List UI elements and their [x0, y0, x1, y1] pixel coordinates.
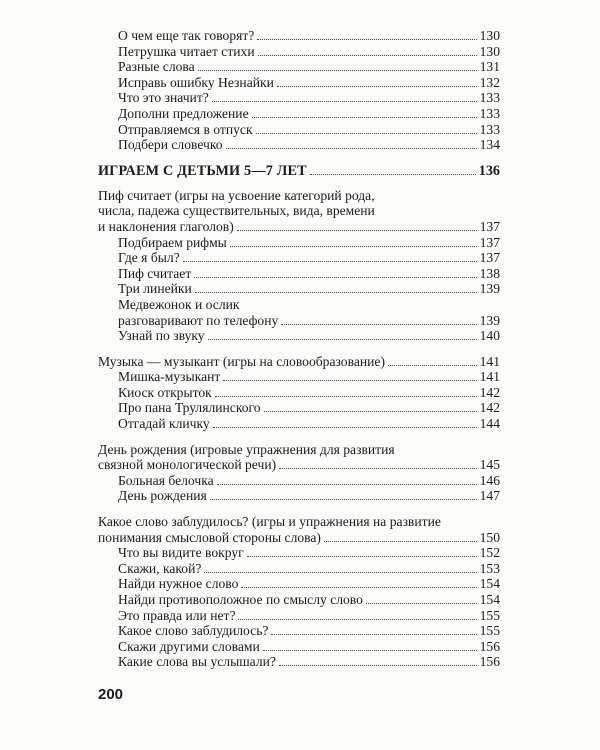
toc-entry-title: Исправь ошибку Незнайки [118, 74, 274, 90]
toc-entry-page: 154 [479, 592, 500, 607]
dot-leader [215, 396, 477, 397]
section-gap [98, 432, 500, 442]
dot-leader [281, 324, 476, 325]
toc-entry-page: 139 [479, 312, 500, 328]
toc-entry-title: Узнай по звуку [118, 328, 205, 344]
toc-entry-page: 133 [479, 121, 500, 137]
toc-entry-page: 133 [479, 90, 500, 106]
toc-entry [98, 416, 500, 432]
section-gap [98, 180, 500, 188]
toc-entry [98, 90, 500, 106]
toc-entry-page: 138 [479, 265, 500, 281]
section-gap [98, 153, 500, 163]
dot-leader [183, 261, 477, 262]
toc-entry-title: Про пана Трулялинского [118, 400, 261, 416]
toc-entry-page: 142 [479, 400, 500, 416]
toc-entry-page: 142 [479, 384, 500, 400]
toc-entry-title: Скажи другими словами [118, 638, 260, 654]
dot-leader [258, 55, 477, 56]
toc-entry-page: 137 [479, 250, 500, 266]
toc-entry [98, 328, 500, 344]
dot-leader [195, 292, 477, 293]
toc-entry [98, 250, 500, 266]
toc-entry-page: 139 [479, 281, 500, 297]
dot-leader [277, 86, 477, 87]
dot-leader [324, 541, 477, 542]
toc-entry-title: Где я был? [118, 250, 180, 266]
dot-leader [226, 148, 477, 149]
toc-entry-page: 137 [479, 218, 500, 234]
toc-title-line: Пиф считает (игры на усвоение категорий рода, [98, 187, 375, 203]
toc-entry-page: 155 [479, 607, 500, 623]
toc-title-line: Какое слово заблудилось? (игры и упражнения на развитие [98, 514, 441, 530]
toc-entry-title: Отгадай кличку [118, 416, 210, 432]
section-gap [98, 504, 500, 514]
toc-entry-page: 137 [479, 234, 500, 250]
dot-leader [208, 339, 477, 340]
toc-entry-page: 141 [479, 369, 500, 385]
toc-entry-title: Подбираем рифмы [118, 234, 227, 250]
toc-entry-title: Киоск открыток [118, 384, 212, 400]
dot-leader [263, 650, 477, 651]
toc-entry-title: Найди противоположное по смыслу слово [118, 592, 363, 607]
toc-entry [98, 266, 500, 282]
dot-leader [217, 484, 477, 485]
toc-entry-title: О чем еще так говорят? [118, 28, 255, 43]
toc-entry-page: 141 [479, 353, 500, 369]
toc-entry-page: 154 [479, 576, 500, 592]
toc-entry-title: Больная белочка [118, 472, 214, 488]
dot-leader [252, 117, 477, 118]
toc-entry-title: ИГРАЕМ С ДЕТЬМИ 5—7 ЛЕТ [98, 162, 307, 179]
toc-entry-title: Что это значит? [118, 90, 209, 106]
dot-leader [388, 365, 477, 366]
toc-entry [98, 623, 500, 639]
toc-entry [98, 654, 500, 670]
toc-entry [98, 473, 500, 489]
toc-entry-page: 134 [479, 137, 500, 153]
dot-leader [257, 39, 476, 40]
dot-leader [310, 174, 476, 175]
toc-entry-title: Петрушка читает стихи [118, 43, 255, 59]
toc-entry-page: 130 [479, 43, 500, 59]
page-number: 200 [98, 686, 124, 703]
dot-leader [279, 468, 476, 469]
dot-leader [204, 572, 476, 573]
dot-leader [366, 603, 477, 604]
toc-entry-title: Три линейки [118, 281, 192, 297]
toc-entry [98, 122, 500, 138]
toc-title-line: День рождения (игровые упражнения для развития [98, 441, 395, 457]
toc-entry-title: Пиф считает [118, 265, 192, 281]
toc-entry [98, 457, 500, 473]
dot-leader [198, 70, 477, 71]
section-header [98, 163, 500, 180]
toc-entry [98, 592, 500, 608]
toc-entry-title: Подбери словечко [118, 137, 223, 153]
toc-entry [98, 561, 500, 577]
toc-entry-page: 152 [479, 545, 500, 561]
toc-entry [98, 385, 500, 401]
toc-entry-title: Какие слова вы услышали? [118, 654, 276, 670]
toc-entry-page: 146 [479, 472, 500, 488]
toc-entry-title: Какое слово заблудилось? [118, 623, 269, 639]
dot-leader [238, 619, 476, 620]
toc-entry [98, 576, 500, 592]
toc-entry [98, 608, 500, 624]
toc-entry [98, 219, 500, 235]
toc-entry [98, 44, 500, 60]
dot-leader [256, 133, 477, 134]
toc-entry-page: 136 [478, 162, 500, 179]
toc-entry-page: 153 [479, 560, 500, 576]
dot-leader [210, 499, 477, 500]
toc-entry-title: Скажи, какой? [118, 560, 202, 576]
toc-entry-title: и наклонения глаголов) [98, 218, 234, 234]
toc-entry-page: 147 [479, 488, 500, 504]
toc-entry [98, 281, 500, 297]
toc-entry [98, 235, 500, 251]
toc-entry-title: Найди нужное слово [118, 576, 239, 592]
toc-entry-title: Разные слова [118, 59, 195, 75]
section-gap [98, 344, 500, 354]
table-of-contents [98, 28, 500, 670]
toc-entry-page: 156 [479, 638, 500, 654]
dot-leader [194, 277, 476, 278]
dot-leader [241, 587, 476, 588]
toc-entry [98, 137, 500, 153]
dot-leader [213, 427, 477, 428]
toc-entry-title: Это правда или нет? [118, 607, 236, 623]
toc-title-line: числа, падежа существительных, вида, времени [98, 203, 375, 219]
toc-entry-page: 131 [479, 59, 500, 75]
toc-entry [98, 313, 500, 329]
toc-entry [98, 75, 500, 91]
toc-entry [98, 639, 500, 655]
toc-entry [98, 488, 500, 504]
toc-entry [98, 400, 500, 416]
toc-entry-page: 144 [479, 416, 500, 432]
dot-leader [279, 665, 477, 666]
dot-leader [237, 230, 477, 231]
toc-entry-page: 156 [479, 654, 500, 670]
toc-entry-page: 145 [479, 457, 500, 473]
toc-entry-title: Музыка — музыкант (игры на словообразование) [98, 353, 385, 369]
toc-entry-title: Отправляемся в отпуск [118, 121, 253, 137]
toc-entry-page: 130 [479, 28, 500, 43]
toc-entry [98, 530, 500, 546]
dot-leader [271, 634, 476, 635]
toc-entry-title: Что вы видите вокруг [118, 545, 244, 561]
toc-entry [98, 545, 500, 561]
toc-entry [98, 59, 500, 75]
toc-entry-title: День рождения [118, 488, 207, 504]
toc-entry-page: 155 [479, 623, 500, 639]
dot-leader [212, 101, 477, 102]
dot-leader [264, 411, 477, 412]
toc-entry [98, 369, 500, 385]
dot-leader [247, 556, 477, 557]
toc-entry [98, 106, 500, 122]
toc-entry-page: 133 [479, 105, 500, 121]
toc-entry-page: 140 [479, 328, 500, 344]
toc-entry-page: 150 [479, 529, 500, 545]
toc-entry-title: понимания смысловой стороны слова) [98, 529, 321, 545]
toc-entry [98, 354, 500, 370]
toc-entry-title: связной монологической речи) [98, 457, 277, 473]
dot-leader [230, 246, 477, 247]
toc-entry [98, 28, 500, 44]
toc-entry-page: 132 [479, 74, 500, 90]
toc-entry-title: Мишка-музыкант [118, 369, 221, 385]
toc-title-line: Медвежонок и ослик [118, 296, 240, 312]
dot-leader [223, 380, 476, 381]
toc-entry-title: разговаривают по телефону [118, 312, 279, 328]
toc-entry-title: Дополни предложение [118, 105, 249, 121]
